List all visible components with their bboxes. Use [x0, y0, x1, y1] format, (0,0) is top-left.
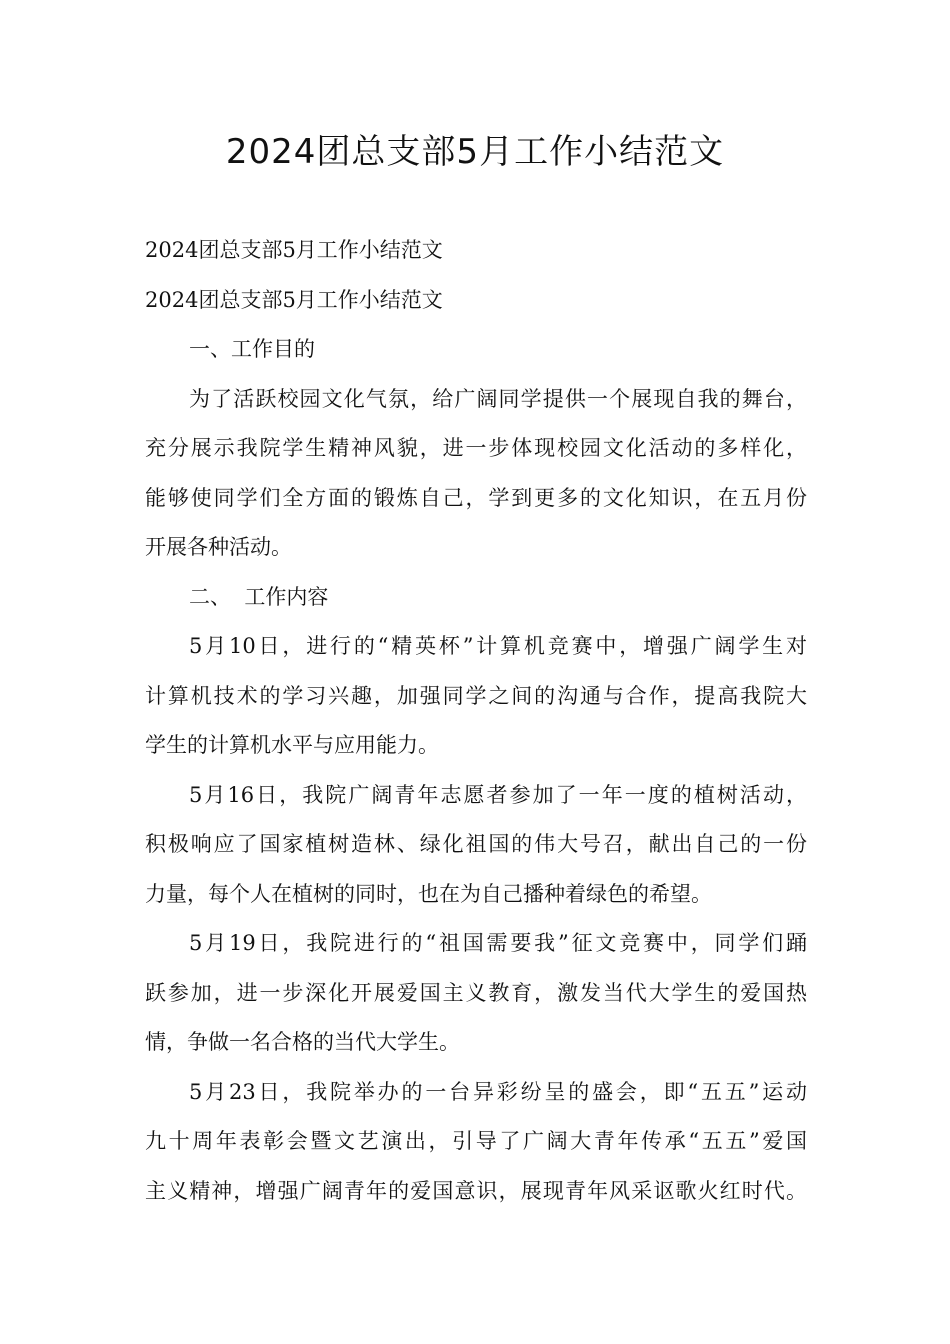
paragraph-line: 计算机技术的学习兴趣，加强同学之间的沟通与合作，提高我院大	[145, 683, 807, 708]
paragraph-line: 5月16日，我院广阔青年志愿者参加了一年一度的植树活动，	[189, 782, 807, 807]
section-heading-content: 二、 工作内容	[189, 584, 329, 609]
paragraph-line: 开展各种活动。	[145, 535, 292, 559]
document-title: 2024团总支部5月工作小结范文	[225, 132, 725, 172]
subtitle-line-1: 2024团总支部5月工作小结范文	[145, 238, 443, 262]
section-heading-purpose: 一、工作目的	[189, 337, 315, 361]
paragraph-line: 学生的计算机水平与应用能力。	[145, 733, 439, 757]
paragraph-line: 能够使同学们全方面的锻炼自己，学到更多的文化知识，在五月份	[145, 485, 807, 510]
paragraph-line: 为了活跃校园文化气氛，给广阔同学提供一个展现自我的舞台，	[189, 386, 807, 411]
paragraph-line: 充分展示我院学生精神风貌，进一步体现校园文化活动的多样化，	[145, 436, 807, 460]
paragraph-line: 5月23日，我院举办的一台异彩纷呈的盛会，即“五五”运动	[189, 1079, 807, 1104]
paragraph-line: 九十周年表彰会暨文艺演出，引导了广阔大青年传承“五五”爱国	[145, 1129, 807, 1153]
paragraph-line: 跃参加，进一步深化开展爱国主义教育，激发当代大学生的爱国热	[145, 980, 807, 1005]
paragraph-line: 5月19日，我院进行的“祖国需要我”征文竞赛中，同学们踊	[189, 931, 807, 955]
paragraph-line: 情，争做一名合格的当代大学生。	[145, 1030, 460, 1054]
paragraph-line: 主义精神，增强广阔青年的爱国意识，展现青年风采讴歌火红时代。	[145, 1178, 807, 1203]
paragraph-line: 力量，每个人在植树的同时，也在为自己播种着绿色的希望。	[145, 881, 712, 906]
subtitle-line-2: 2024团总支部5月工作小结范文	[145, 287, 443, 312]
document-body	[145, 226, 807, 1216]
paragraph-line: 5月10日，进行的“精英杯”计算机竞赛中，增强广阔学生对	[189, 634, 807, 658]
paragraph-line: 积极响应了国家植树造林、绿化祖国的伟大号召，献出自己的一份	[145, 832, 807, 856]
